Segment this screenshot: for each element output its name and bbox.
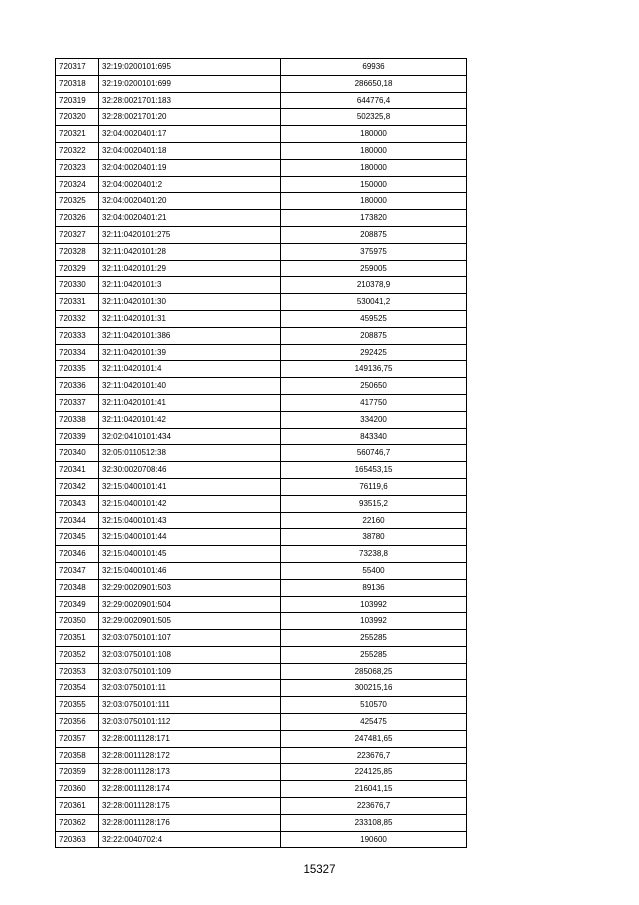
cadastral-number-cell: 32:28:0021701:20 [99,109,281,126]
record-id-cell: 720336 [56,378,99,395]
value-cell: 73238,8 [281,546,467,563]
table-row [56,226,467,243]
record-id-cell: 720360 [56,781,99,798]
value-cell: 286650,18 [281,75,467,92]
record-id-cell: 720353 [56,663,99,680]
table-row [56,495,467,512]
record-id-cell: 720345 [56,529,99,546]
cadastral-number-cell: 32:15:0400101:44 [99,529,281,546]
cadastral-number-cell: 32:04:0020401:17 [99,126,281,143]
table-row [56,294,467,311]
table-row [56,243,467,260]
table-row [56,411,467,428]
table-row [56,781,467,798]
record-id-cell: 720339 [56,428,99,445]
table-row [56,327,467,344]
table-row [56,462,467,479]
cadastral-number-cell: 32:03:0750101:107 [99,630,281,647]
value-cell: 208875 [281,226,467,243]
value-cell: 644776,4 [281,92,467,109]
cadastral-number-cell: 32:30:0020708:46 [99,462,281,479]
cadastral-number-cell: 32:28:0011128:173 [99,764,281,781]
cadastral-number-cell: 32:11:0420101:42 [99,411,281,428]
value-cell: 334200 [281,411,467,428]
table-row [56,798,467,815]
table-row [56,714,467,731]
value-cell: 375975 [281,243,467,260]
value-cell: 223676,7 [281,798,467,815]
value-cell: 165453,15 [281,462,467,479]
record-id-cell: 720341 [56,462,99,479]
cadastral-number-cell: 32:29:0020901:504 [99,596,281,613]
table-row [56,697,467,714]
value-cell: 530041,2 [281,294,467,311]
record-id-cell: 720326 [56,210,99,227]
table-row [56,478,467,495]
cadastral-number-cell: 32:11:0420101:30 [99,294,281,311]
table-row [56,747,467,764]
record-id-cell: 720323 [56,159,99,176]
value-cell: 560746,7 [281,445,467,462]
table-row [56,764,467,781]
record-id-cell: 720331 [56,294,99,311]
value-cell: 417750 [281,394,467,411]
record-id-cell: 720337 [56,394,99,411]
cadastral-number-cell: 32:19:0200101:699 [99,75,281,92]
value-cell: 190600 [281,831,467,848]
record-id-cell: 720329 [56,260,99,277]
records-table [55,58,467,848]
record-id-cell: 720338 [56,411,99,428]
cadastral-number-cell: 32:03:0750101:108 [99,646,281,663]
record-id-cell: 720343 [56,495,99,512]
record-id-cell: 720318 [56,75,99,92]
cadastral-number-cell: 32:03:0750101:11 [99,680,281,697]
value-cell: 69936 [281,59,467,76]
cadastral-number-cell: 32:11:0420101:3 [99,277,281,294]
record-id-cell: 720362 [56,814,99,831]
record-id-cell: 720346 [56,546,99,563]
cadastral-number-cell: 32:03:0750101:109 [99,663,281,680]
table-row [56,814,467,831]
value-cell: 76119,6 [281,478,467,495]
value-cell: 150000 [281,176,467,193]
cadastral-number-cell: 32:15:0400101:41 [99,478,281,495]
table-row [56,529,467,546]
cadastral-number-cell: 32:11:0420101:40 [99,378,281,395]
table-row [56,193,467,210]
cadastral-number-cell: 32:11:0420101:275 [99,226,281,243]
record-id-cell: 720335 [56,361,99,378]
record-id-cell: 720330 [56,277,99,294]
cadastral-number-cell: 32:15:0400101:43 [99,512,281,529]
table-row [56,92,467,109]
value-cell: 173820 [281,210,467,227]
cadastral-number-cell: 32:29:0020901:503 [99,579,281,596]
value-cell: 285068,25 [281,663,467,680]
value-cell: 247481,65 [281,730,467,747]
cadastral-number-cell: 32:15:0400101:46 [99,562,281,579]
record-id-cell: 720342 [56,478,99,495]
record-id-cell: 720349 [56,596,99,613]
value-cell: 55400 [281,562,467,579]
record-id-cell: 720355 [56,697,99,714]
cadastral-number-cell: 32:11:0420101:4 [99,361,281,378]
cadastral-number-cell: 32:04:0020401:20 [99,193,281,210]
record-id-cell: 720344 [56,512,99,529]
cadastral-number-cell: 32:04:0020401:19 [99,159,281,176]
value-cell: 210378,9 [281,277,467,294]
value-cell: 180000 [281,126,467,143]
value-cell: 103992 [281,596,467,613]
table-row [56,579,467,596]
value-cell: 223676,7 [281,747,467,764]
cadastral-number-cell: 32:03:0750101:112 [99,714,281,731]
table-row [56,730,467,747]
cadastral-number-cell: 32:15:0400101:45 [99,546,281,563]
table-row [56,546,467,563]
record-id-cell: 720333 [56,327,99,344]
cadastral-number-cell: 32:11:0420101:28 [99,243,281,260]
cadastral-number-cell: 32:28:0011128:171 [99,730,281,747]
table-row [56,428,467,445]
cadastral-number-cell: 32:11:0420101:41 [99,394,281,411]
cadastral-number-cell: 32:28:0011128:172 [99,747,281,764]
value-cell: 425475 [281,714,467,731]
cadastral-number-cell: 32:28:0011128:175 [99,798,281,815]
table-row [56,831,467,848]
table-row [56,378,467,395]
cadastral-number-cell: 32:29:0020901:505 [99,613,281,630]
value-cell: 292425 [281,344,467,361]
cadastral-number-cell: 32:05:0110512:38 [99,445,281,462]
table-row [56,646,467,663]
cadastral-number-cell: 32:03:0750101:111 [99,697,281,714]
table-row [56,310,467,327]
cadastral-number-cell: 32:19:0200101:695 [99,59,281,76]
record-id-cell: 720319 [56,92,99,109]
record-id-cell: 720351 [56,630,99,647]
cadastral-number-cell: 32:11:0420101:39 [99,344,281,361]
value-cell: 216041,15 [281,781,467,798]
value-cell: 180000 [281,193,467,210]
record-id-cell: 720359 [56,764,99,781]
cadastral-number-cell: 32:15:0400101:42 [99,495,281,512]
table-row [56,159,467,176]
table-row [56,512,467,529]
record-id-cell: 720354 [56,680,99,697]
records-table-body [56,59,467,848]
value-cell: 22160 [281,512,467,529]
page-number: 15327 [303,864,336,876]
table-row [56,277,467,294]
table-row [56,680,467,697]
record-id-cell: 720347 [56,562,99,579]
cadastral-number-cell: 32:11:0420101:31 [99,310,281,327]
table-row [56,210,467,227]
value-cell: 103992 [281,613,467,630]
record-id-cell: 720352 [56,646,99,663]
value-cell: 224125,85 [281,764,467,781]
table-row [56,109,467,126]
table-row [56,445,467,462]
table-row [56,75,467,92]
table-row [56,613,467,630]
cadastral-number-cell: 32:22:0040702:4 [99,831,281,848]
record-id-cell: 720327 [56,226,99,243]
table-row [56,630,467,647]
cadastral-number-cell: 32:11:0420101:29 [99,260,281,277]
value-cell: 259005 [281,260,467,277]
record-id-cell: 720357 [56,730,99,747]
table-row [56,394,467,411]
table-row [56,344,467,361]
table-row [56,562,467,579]
record-id-cell: 720358 [56,747,99,764]
value-cell: 250650 [281,378,467,395]
table-row [56,260,467,277]
value-cell: 459525 [281,310,467,327]
record-id-cell: 720328 [56,243,99,260]
value-cell: 93515,2 [281,495,467,512]
record-id-cell: 720356 [56,714,99,731]
cadastral-number-cell: 32:04:0020401:21 [99,210,281,227]
value-cell: 255285 [281,630,467,647]
table-row [56,59,467,76]
record-id-cell: 720332 [56,310,99,327]
record-id-cell: 720317 [56,59,99,76]
record-id-cell: 720348 [56,579,99,596]
record-id-cell: 720325 [56,193,99,210]
record-id-cell: 720334 [56,344,99,361]
cadastral-number-cell: 32:28:0011128:174 [99,781,281,798]
table-row [56,176,467,193]
record-id-cell: 720320 [56,109,99,126]
cadastral-number-cell: 32:02:0410101:434 [99,428,281,445]
table-row [56,126,467,143]
record-id-cell: 720361 [56,798,99,815]
table-row [56,361,467,378]
cadastral-number-cell: 32:04:0020401:18 [99,142,281,159]
value-cell: 233108,85 [281,814,467,831]
record-id-cell: 720321 [56,126,99,143]
record-id-cell: 720363 [56,831,99,848]
table-row [56,596,467,613]
cadastral-number-cell: 32:28:0021701:183 [99,92,281,109]
value-cell: 255285 [281,646,467,663]
cadastral-number-cell: 32:11:0420101:386 [99,327,281,344]
value-cell: 180000 [281,159,467,176]
value-cell: 300215,16 [281,680,467,697]
value-cell: 502325,8 [281,109,467,126]
record-id-cell: 720322 [56,142,99,159]
value-cell: 843340 [281,428,467,445]
value-cell: 149136,75 [281,361,467,378]
record-id-cell: 720340 [56,445,99,462]
record-id-cell: 720324 [56,176,99,193]
table-row [56,663,467,680]
cadastral-number-cell: 32:04:0020401:2 [99,176,281,193]
value-cell: 510570 [281,697,467,714]
cadastral-number-cell: 32:28:0011128:176 [99,814,281,831]
table-row [56,142,467,159]
value-cell: 208875 [281,327,467,344]
value-cell: 38780 [281,529,467,546]
record-id-cell: 720350 [56,613,99,630]
value-cell: 180000 [281,142,467,159]
value-cell: 89136 [281,579,467,596]
